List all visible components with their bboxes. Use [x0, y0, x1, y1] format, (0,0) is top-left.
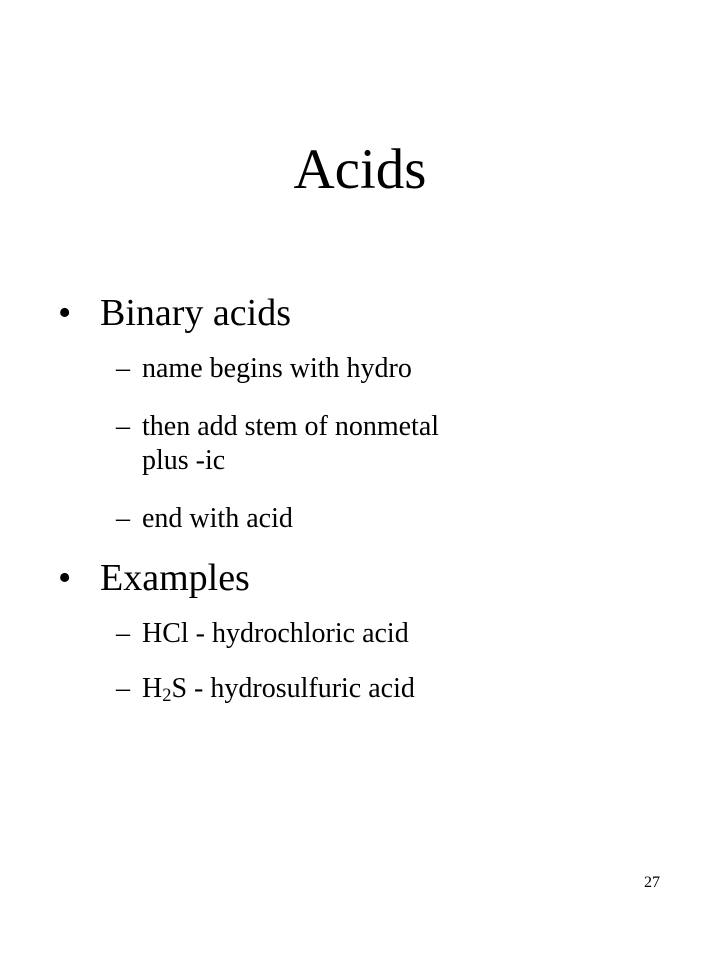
- slide-title: Acids: [293, 138, 427, 201]
- sub-item-text: name begins with hydro: [142, 353, 412, 384]
- sub-item-text: S - hydrosulfuric acid: [171, 673, 415, 704]
- formula-prefix: H: [142, 673, 163, 704]
- dash-marker: –: [116, 673, 130, 704]
- sub-item-text: then add stem of nonmetal: [142, 411, 440, 442]
- sub-item: [116, 502, 293, 536]
- dash-marker: –: [116, 503, 130, 534]
- bullet-dot: •: [58, 292, 72, 334]
- formula-subscript: 2: [162, 685, 172, 706]
- page-number: 27: [644, 874, 660, 891]
- bullet-dot: •: [58, 557, 72, 599]
- dash-marker: –: [116, 618, 130, 649]
- bullet-label: Binary acids: [100, 292, 292, 334]
- sub-item-text: HCl - hydrochloric acid: [142, 618, 409, 649]
- sub-item-continuation: plus -ic: [142, 445, 226, 476]
- sub-item: [116, 672, 415, 712]
- sub-item: [116, 410, 439, 478]
- bullet-label: Examples: [100, 557, 250, 599]
- dash-marker: –: [116, 411, 130, 442]
- sub-item: [116, 617, 409, 651]
- bullet-examples: [58, 555, 250, 601]
- bullet-binary-acids: [58, 290, 291, 336]
- dash-marker: –: [116, 353, 130, 384]
- sub-item-text: end with acid: [142, 503, 293, 534]
- sub-item: [116, 352, 412, 386]
